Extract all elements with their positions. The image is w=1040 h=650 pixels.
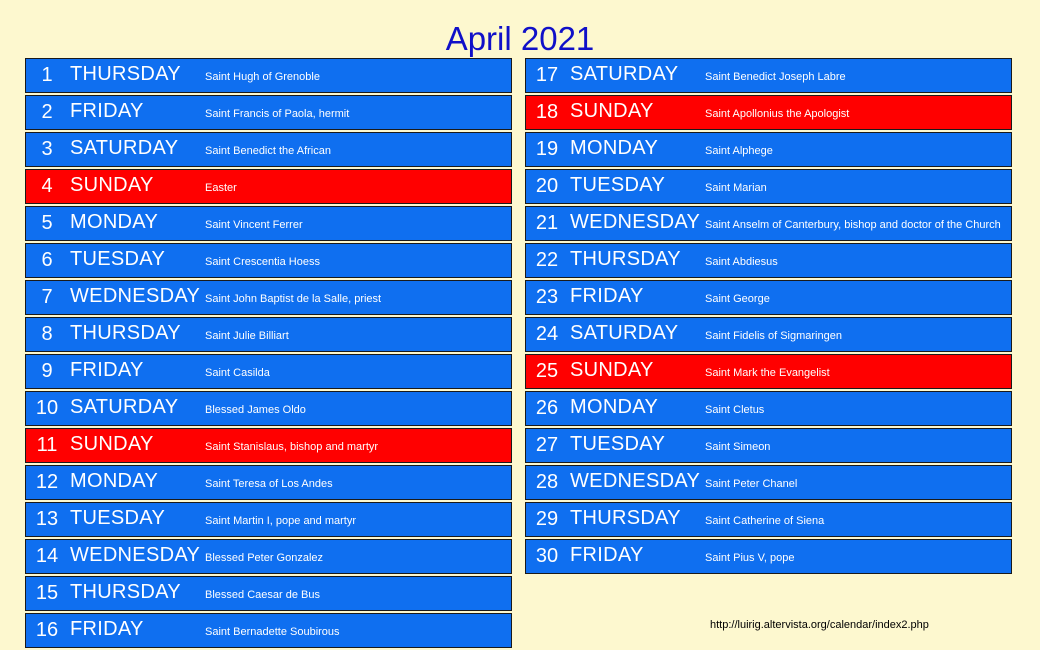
day-number: 9 xyxy=(41,360,53,382)
day-row xyxy=(25,576,512,611)
saint-name: Blessed Peter Gonzalez xyxy=(205,552,324,564)
day-row xyxy=(25,317,512,352)
saint-name: Saint Martin I, pope and martyr xyxy=(205,515,357,527)
day-row xyxy=(525,95,1012,130)
day-of-week: FRIDAY xyxy=(70,100,144,122)
day-row xyxy=(25,613,512,648)
day-of-week: MONDAY xyxy=(570,137,659,159)
saint-name: Saint Peter Chanel xyxy=(705,478,798,490)
day-row xyxy=(525,465,1012,500)
day-of-week: WEDNESDAY xyxy=(570,211,701,233)
day-of-week: WEDNESDAY xyxy=(70,285,201,307)
day-row xyxy=(25,354,512,389)
day-number: 17 xyxy=(535,64,559,86)
day-number: 23 xyxy=(535,286,559,308)
saint-name: Saint Stanislaus, bishop and martyr xyxy=(205,441,379,453)
day-row xyxy=(525,391,1012,426)
day-number: 2 xyxy=(41,101,53,123)
day-of-week: TUESDAY xyxy=(570,433,666,455)
day-of-week: TUESDAY xyxy=(570,174,666,196)
day-number: 10 xyxy=(35,397,59,419)
day-row xyxy=(525,280,1012,315)
day-row xyxy=(525,206,1012,241)
day-number: 11 xyxy=(36,434,58,456)
saint-name: Easter xyxy=(205,182,237,194)
day-of-week: THURSDAY xyxy=(70,322,181,344)
saint-name: Saint Crescentia Hoess xyxy=(205,256,320,268)
saint-name: Saint Teresa of Los Andes xyxy=(205,478,333,490)
day-number: 16 xyxy=(35,619,59,641)
day-row xyxy=(25,502,512,537)
saint-name: Saint Mark the Evangelist xyxy=(705,367,830,379)
saint-name: Saint Julie Billiart xyxy=(205,330,289,342)
day-row xyxy=(25,391,512,426)
day-row xyxy=(25,95,512,130)
day-number: 7 xyxy=(41,286,53,308)
day-of-week: SUNDAY xyxy=(70,433,154,455)
day-row xyxy=(25,58,512,93)
day-row xyxy=(525,58,1012,93)
saint-name: Saint Casilda xyxy=(205,367,270,379)
day-row xyxy=(25,243,512,278)
day-row xyxy=(525,502,1012,537)
saint-name: Saint John Baptist de la Salle, priest xyxy=(205,293,382,305)
day-of-week: MONDAY xyxy=(70,470,159,492)
day-number: 6 xyxy=(41,249,53,271)
day-number: 12 xyxy=(35,471,59,493)
day-row xyxy=(25,280,512,315)
day-number: 18 xyxy=(535,101,559,123)
day-row xyxy=(525,169,1012,204)
saint-name: Saint Hugh of Grenoble xyxy=(205,71,320,83)
day-of-week: THURSDAY xyxy=(570,248,681,270)
day-of-week: FRIDAY xyxy=(70,359,144,381)
day-of-week: MONDAY xyxy=(70,211,159,233)
saint-name: Saint Bernadette Soubirous xyxy=(205,626,340,638)
day-of-week: FRIDAY xyxy=(70,618,144,640)
saint-name: Blessed James Oldo xyxy=(205,404,306,416)
saint-name: Saint Cletus xyxy=(705,404,765,416)
day-number: 4 xyxy=(41,175,53,197)
saint-name: Saint Benedict Joseph Labre xyxy=(705,71,846,83)
day-number: 15 xyxy=(35,582,59,604)
calendar-column-left xyxy=(25,58,512,650)
day-number: 1 xyxy=(41,64,53,86)
day-of-week: MONDAY xyxy=(570,396,659,418)
day-row xyxy=(25,465,512,500)
day-number: 26 xyxy=(535,397,559,419)
day-number: 3 xyxy=(41,138,53,160)
day-of-week: TUESDAY xyxy=(70,507,166,529)
day-of-week: THURSDAY xyxy=(570,507,681,529)
day-number: 20 xyxy=(535,175,559,197)
saint-name: Saint Pius V, pope xyxy=(705,552,795,564)
saint-name: Saint Anselm of Canterbury, bishop and doctor of the Church xyxy=(705,219,1001,231)
day-of-week: SUNDAY xyxy=(570,359,654,381)
day-of-week: SUNDAY xyxy=(570,100,654,122)
day-number: 25 xyxy=(535,360,559,382)
day-of-week: SUNDAY xyxy=(70,174,154,196)
day-number: 21 xyxy=(535,212,559,234)
saint-name: Saint Benedict the African xyxy=(205,145,331,157)
day-number: 29 xyxy=(535,508,559,530)
day-row xyxy=(525,539,1012,574)
day-number: 27 xyxy=(535,434,559,456)
saint-name: Saint Marian xyxy=(705,182,767,194)
day-of-week: THURSDAY xyxy=(70,63,181,85)
day-of-week: SATURDAY xyxy=(70,137,179,159)
day-row xyxy=(25,132,512,167)
day-of-week: WEDNESDAY xyxy=(570,470,701,492)
day-number: 24 xyxy=(535,323,559,345)
day-of-week: SATURDAY xyxy=(570,322,679,344)
day-of-week: TUESDAY xyxy=(70,248,166,270)
day-number: 13 xyxy=(35,508,59,530)
saint-name: Saint Francis of Paola, hermit xyxy=(205,108,350,120)
saint-name: Saint Alphege xyxy=(705,145,773,157)
day-row xyxy=(25,169,512,204)
saint-name: Saint George xyxy=(705,293,770,305)
saint-name: Saint Abdiesus xyxy=(705,256,778,268)
day-row xyxy=(525,132,1012,167)
calendar-column-right xyxy=(525,58,1012,576)
day-of-week: THURSDAY xyxy=(70,581,181,603)
saint-name: Blessed Caesar de Bus xyxy=(205,589,320,601)
saint-name: Saint Catherine of Siena xyxy=(705,515,825,527)
saint-name: Saint Simeon xyxy=(705,441,771,453)
day-of-week: FRIDAY xyxy=(570,544,644,566)
day-row xyxy=(525,317,1012,352)
day-number: 14 xyxy=(35,545,59,567)
day-row xyxy=(525,428,1012,463)
day-of-week: FRIDAY xyxy=(570,285,644,307)
page-title: April 2021 xyxy=(445,20,595,57)
day-row xyxy=(25,428,512,463)
day-number: 8 xyxy=(41,323,53,345)
saint-name: Saint Vincent Ferrer xyxy=(205,219,303,231)
day-number: 22 xyxy=(535,249,559,271)
day-number: 28 xyxy=(535,471,559,493)
day-row xyxy=(525,354,1012,389)
day-row xyxy=(525,243,1012,278)
day-row xyxy=(25,206,512,241)
day-row xyxy=(25,539,512,574)
day-of-week: SATURDAY xyxy=(570,63,679,85)
day-of-week: SATURDAY xyxy=(70,396,179,418)
day-of-week: WEDNESDAY xyxy=(70,544,201,566)
saint-name: Saint Apollonius the Apologist xyxy=(705,108,850,120)
day-number: 19 xyxy=(535,138,559,160)
day-number: 5 xyxy=(41,212,53,234)
saint-name: Saint Fidelis of Sigmaringen xyxy=(705,330,842,342)
day-number: 30 xyxy=(535,545,559,567)
source-url-link[interactable]: http://luirig.altervista.org/calendar/index2.php xyxy=(710,619,929,631)
